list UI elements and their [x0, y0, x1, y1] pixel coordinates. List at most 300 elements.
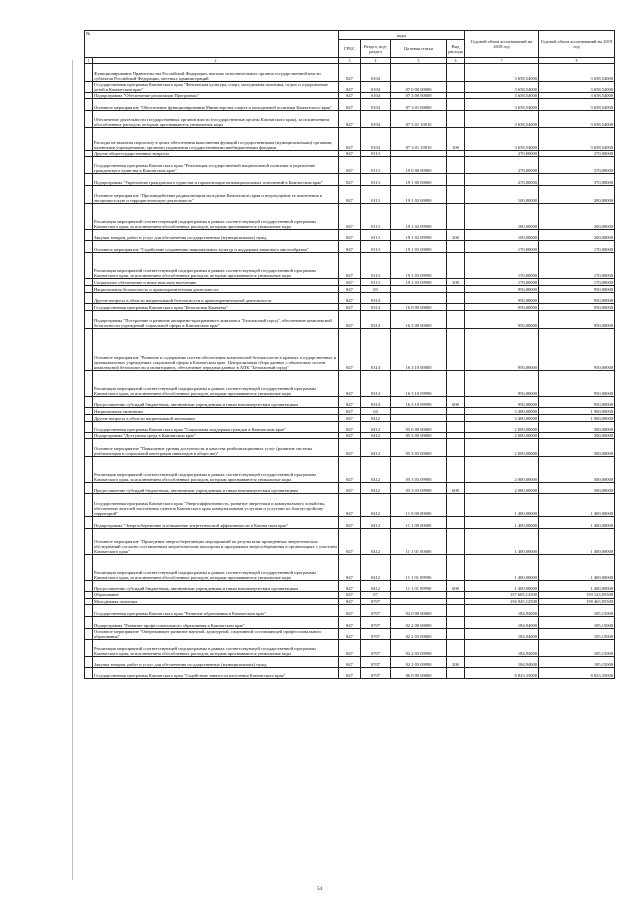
row-2018-cell: 3 658,54000	[465, 111, 539, 128]
table-row	[85, 397, 615, 408]
row-2018-cell: 3 658,54000	[465, 99, 539, 111]
row-vr-cell: 600	[447, 483, 465, 494]
col-number: 1	[85, 58, 93, 64]
table-row	[85, 279, 615, 286]
row-vr-cell	[447, 82, 465, 93]
row-razdel-cell: 0314	[361, 293, 391, 304]
row-vr-cell	[447, 157, 465, 174]
row-csr-cell: 11 0 00 00000	[391, 494, 447, 517]
row-csr-cell: 11 1 01 09990	[391, 581, 447, 592]
row-vr-cell	[447, 639, 465, 656]
row-2019-cell: 1 900,00000	[539, 408, 615, 415]
row-name-cell: Основное мероприятие "Повышение уровня доступности и качества реабилитационных услуг (развитие системы реабилитации и социальной интеграции инвалидов в обществе)"	[93, 439, 339, 457]
row-name-cell: Основное мероприятие "Обеспечение функционирования Министерства спорта и молодежной политики Камчатского края"	[93, 99, 339, 111]
row-csr-cell: 07 3 00 00000	[391, 93, 447, 99]
row-razdel-cell: 03	[361, 286, 391, 293]
row-vr-cell: 200	[447, 230, 465, 241]
row-name-cell: Предоставление субсидий бюджетным, автономным учреждениям и иным некоммерческим организациям	[93, 581, 339, 592]
row-index-cell	[85, 529, 93, 555]
row-csr-cell: 16 3 10 09990	[391, 371, 447, 397]
table-row	[85, 517, 615, 529]
row-index-cell	[85, 397, 93, 408]
header-vr: Вид расхода	[447, 40, 465, 58]
row-2019-cell: 950,00000	[539, 293, 615, 304]
row-2018-cell: 170,00000	[465, 253, 539, 279]
row-razdel-cell: 0113	[361, 174, 391, 186]
row-2019-cell: 3 658,54000	[539, 111, 615, 128]
row-2019-cell: 950,00000	[539, 329, 615, 371]
row-index-cell	[85, 230, 93, 241]
row-name-cell: Другие общегосударственные вопросы	[93, 151, 339, 157]
row-name-cell: Подпрограмма "Обеспечение реализации Программы"	[93, 93, 339, 99]
row-2019-cell: 950,00000	[539, 304, 615, 311]
row-index-cell	[85, 64, 93, 82]
row-2018-cell: 3 658,54000	[465, 128, 539, 151]
row-grbs-cell: 847	[339, 494, 361, 517]
row-vr-cell	[447, 204, 465, 230]
table-row	[85, 99, 615, 111]
table-row	[85, 82, 615, 93]
row-razdel-cell: 0104	[361, 82, 391, 93]
row-razdel-cell: 0707	[361, 628, 391, 639]
row-2019-cell: 3 658,54000	[539, 93, 615, 99]
row-razdel-cell: 0104	[361, 99, 391, 111]
row-csr-cell: 19 1 03 09990	[391, 253, 447, 279]
row-vr-cell: 200	[447, 656, 465, 667]
row-2019-cell: 170,00000	[539, 253, 615, 279]
row-name-cell: Реализация мероприятий соответствующей подпрограммы в рамках соответствующей государственной программы Камчатского края, за исключением обособленных расходов, которым присваиваются уникальные коды	[93, 371, 339, 397]
table-row	[85, 371, 615, 397]
row-index-cell	[85, 371, 93, 397]
row-2018-cell: 3 400,00000	[465, 415, 539, 422]
row-name-cell: Реализация мероприятий соответствующей подпрограммы в рамках соответствующей государственной программы Камчатского края, за исключением обособленных расходов, которым присваиваются уникальные коды	[93, 639, 339, 656]
row-2018-cell: 1 400,00000	[465, 581, 539, 592]
row-razdel-cell: 0412	[361, 555, 391, 581]
row-name-cell: Молодежная политика	[93, 598, 339, 604]
row-2019-cell: 1 400,00000	[539, 581, 615, 592]
row-razdel-cell: 0314	[361, 304, 391, 311]
row-vr-cell	[447, 286, 465, 293]
row-index-cell	[85, 128, 93, 151]
row-grbs-cell: 847	[339, 604, 361, 616]
row-vr-cell	[447, 371, 465, 397]
row-csr-cell: 19 1 00 00000	[391, 174, 447, 186]
row-2019-cell: 3 658,54000	[539, 64, 615, 82]
row-csr-cell	[391, 415, 447, 422]
row-csr-cell: 05 3 03 00000	[391, 439, 447, 457]
row-csr-cell: 07 3 01 00000	[391, 99, 447, 111]
row-name-cell: Национальная безопасность и правоохранительная деятельность	[93, 286, 339, 293]
row-2019-cell: 8 823,35000	[539, 667, 615, 678]
row-razdel-cell: 0113	[361, 157, 391, 174]
table-row	[85, 604, 615, 616]
row-vr-cell	[447, 99, 465, 111]
table-row	[85, 293, 615, 304]
table-row	[85, 457, 615, 483]
row-2019-cell: 185,15000	[539, 604, 615, 616]
row-razdel-cell: 0707	[361, 616, 391, 628]
row-name-cell: Образование	[93, 592, 339, 598]
row-razdel-cell: 0113	[361, 151, 391, 157]
row-index-cell	[85, 604, 93, 616]
row-2019-cell: 1 900,00000	[539, 415, 615, 422]
row-name-cell: Государственная программа Камчатского края "Содействие занятости населения Камчатского края"	[93, 667, 339, 678]
row-name-cell: Основное мероприятие "Проведение энергосберегающих мероприятий по результатам проведенных энергетических обследований согласно составленным энергетическим паспортам и программам энергосбережения в организациях с участием Камчатского края"	[93, 529, 339, 555]
row-2018-cell: 170,00000	[465, 279, 539, 286]
row-name-cell: Реализация мероприятий соответствующей подпрограммы в рамках соответствующей государственной программы Камчатского края, за исключением обособленных расходов, которым присваиваются уникальные коды	[93, 204, 339, 230]
row-grbs-cell: 847	[339, 371, 361, 397]
row-2018-cell: 950,00000	[465, 329, 539, 371]
table-row	[85, 415, 615, 422]
row-grbs-cell: 847	[339, 581, 361, 592]
table-row	[85, 111, 615, 128]
row-index-cell	[85, 329, 93, 371]
row-razdel-cell: 0412	[361, 483, 391, 494]
row-name-cell: Основное мероприятие "Противодействие радикализации молодежи Камчатского края и недопущение ее вовлечения в экстремистскую и террористическую деятельность"	[93, 186, 339, 204]
row-grbs-cell: 847	[339, 555, 361, 581]
row-index-cell	[85, 656, 93, 667]
row-2019-cell: 500,00000	[539, 457, 615, 483]
row-vr-cell	[447, 186, 465, 204]
row-vr-cell	[447, 174, 465, 186]
row-index-cell	[85, 494, 93, 517]
row-name-cell: Государственная программа Камчатского края "Социальная поддержка граждан в Камчатском крае"	[93, 422, 339, 433]
row-vr-cell	[447, 293, 465, 304]
row-2019-cell: 185,15000	[539, 628, 615, 639]
row-2019-cell: 170,00000	[539, 279, 615, 286]
row-grbs-cell: 847	[339, 483, 361, 494]
table-row	[85, 204, 615, 230]
col-number: 8	[539, 58, 615, 64]
row-name-cell: Государственная программа Камчатского края "Развитие образования в Камчатском крае"	[93, 604, 339, 616]
row-csr-cell: 16 3 10 09990	[391, 397, 447, 408]
row-csr-cell	[391, 408, 447, 415]
row-vr-cell	[447, 422, 465, 433]
row-2018-cell: 184,94000	[465, 604, 539, 616]
row-csr-cell: 07 3 01 10010	[391, 128, 447, 151]
row-name-cell: Реализация мероприятий соответствующей подпрограммы в рамках соответствующей государственной программы Камчатского края, за исключением обособленных расходов, которым присваиваются уникальные коды	[93, 457, 339, 483]
row-csr-cell	[391, 293, 447, 304]
row-2018-cell: 184,94000	[465, 639, 539, 656]
row-csr-cell: 02 0 00 00000	[391, 604, 447, 616]
row-razdel-cell: 0113	[361, 241, 391, 253]
col-number: 7	[465, 58, 539, 64]
row-grbs-cell: 847	[339, 439, 361, 457]
row-razdel-cell: 0412	[361, 517, 391, 529]
row-grbs-cell: 847	[339, 397, 361, 408]
row-name-cell: Подпрограмма "Доступная среда в Камчатском крае"	[93, 433, 339, 439]
row-2019-cell: 950,00000	[539, 311, 615, 329]
row-name-cell: Расходы на выплаты персоналу в целях обеспечения выполнения функций государственными (муниципальными) органами, казенными учреждениями, органами управления государственными внебюджетными фондами	[93, 128, 339, 151]
row-index-cell	[85, 99, 93, 111]
row-2018-cell: 1 400,00000	[465, 494, 539, 517]
row-index-cell	[85, 517, 93, 529]
table-row	[85, 433, 615, 439]
row-2018-cell: 950,00000	[465, 286, 539, 293]
row-2019-cell: 500,00000	[539, 439, 615, 457]
row-vr-cell	[447, 439, 465, 457]
row-name-cell: Реализация мероприятий соответствующей подпрограммы в рамках соответствующей государственной программы Камчатского края, за исключением обособленных расходов, которым присваиваются уникальные коды	[93, 555, 339, 581]
row-vr-cell	[447, 628, 465, 639]
row-2018-cell: 3 658,54000	[465, 93, 539, 99]
row-2018-cell: 950,00000	[465, 293, 539, 304]
row-razdel-cell: 0104	[361, 111, 391, 128]
row-razdel-cell: 0412	[361, 439, 391, 457]
row-2018-cell: 156 945,12500	[465, 598, 539, 604]
table-row	[85, 304, 615, 311]
row-grbs-cell: 847	[339, 311, 361, 329]
row-razdel-cell: 0113	[361, 279, 391, 286]
row-razdel-cell: 0113	[361, 204, 391, 230]
row-2018-cell: 2 000,00000	[465, 422, 539, 433]
row-grbs-cell: 847	[339, 111, 361, 128]
row-csr-cell: 19 1 03 00000	[391, 241, 447, 253]
row-csr-cell: 19 1 03 09990	[391, 279, 447, 286]
row-2019-cell: 185,15000	[539, 616, 615, 628]
row-vr-cell: 300	[447, 279, 465, 286]
row-name-cell: Предоставление субсидий бюджетным, автономным учреждениям и иным некоммерческим организациям	[93, 483, 339, 494]
table-row	[85, 422, 615, 433]
row-vr-cell	[447, 253, 465, 279]
row-2019-cell: 200,00000	[539, 230, 615, 241]
row-grbs-cell: 847	[339, 99, 361, 111]
row-index-cell	[85, 279, 93, 286]
row-csr-cell: 07 3 01 10010	[391, 111, 447, 128]
row-grbs-cell: 847	[339, 433, 361, 439]
row-razdel-cell: 0412	[361, 433, 391, 439]
row-grbs-cell: 847	[339, 304, 361, 311]
row-name-cell: Государственная программа Камчатского края "Физическая культура, спорт, молодежная политика, отдых и оздоровление детей в Камчатском крае"	[93, 82, 339, 93]
table-row	[85, 408, 615, 415]
row-vr-cell	[447, 111, 465, 128]
row-index-cell	[85, 311, 93, 329]
row-razdel-cell: 0707	[361, 604, 391, 616]
row-grbs-cell: 847	[339, 253, 361, 279]
row-csr-cell: 11 1 01 00000	[391, 529, 447, 555]
row-csr-cell: 19 1 02 00000	[391, 186, 447, 204]
row-2018-cell: 100,00000	[465, 186, 539, 204]
row-grbs-cell: 847	[339, 628, 361, 639]
row-index-cell	[85, 253, 93, 279]
row-2018-cell: 100,00000	[465, 230, 539, 241]
table-row	[85, 241, 615, 253]
row-2019-cell: 500,00000	[539, 422, 615, 433]
row-vr-cell	[447, 529, 465, 555]
row-2018-cell: 270,00000	[465, 151, 539, 157]
row-razdel-cell: 0412	[361, 415, 391, 422]
row-2019-cell: 950,00000	[539, 397, 615, 408]
row-index-cell	[85, 186, 93, 204]
table-row	[85, 628, 615, 639]
row-vr-cell	[447, 667, 465, 678]
row-grbs-cell: 847	[339, 241, 361, 253]
row-index-cell	[85, 111, 93, 128]
header-2018: Годовой объем ассигнований на 2018 год	[465, 31, 539, 58]
row-csr-cell: 19 1 02 09990	[391, 204, 447, 230]
row-csr-cell: 07 0 00 00000	[391, 82, 447, 93]
row-grbs-cell: 847	[339, 422, 361, 433]
row-vr-cell	[447, 415, 465, 422]
row-2018-cell: 8 823,35000	[465, 667, 539, 678]
row-index-cell	[85, 82, 93, 93]
row-vr-cell	[447, 304, 465, 311]
header-2019: Годовой объем ассигнований на 2019 год	[539, 31, 615, 58]
row-csr-cell: 11 1 01 09990	[391, 555, 447, 581]
row-grbs-cell: 847	[339, 186, 361, 204]
row-grbs-cell: 847	[339, 408, 361, 415]
row-grbs-cell: 847	[339, 151, 361, 157]
row-2019-cell: 1 400,00000	[539, 529, 615, 555]
row-2018-cell: 950,00000	[465, 304, 539, 311]
row-name-cell: Подпрограмма "Построение и развитие аппаратно-программного комплекса "Безопасный город", обеспечение комплексной безопасности учреждений социальной сферы в Камчатском крае"	[93, 311, 339, 329]
row-2018-cell: 270,00000	[465, 174, 539, 186]
row-vr-cell	[447, 311, 465, 329]
table-row	[85, 128, 615, 151]
row-grbs-cell: 847	[339, 329, 361, 371]
row-vr-cell	[447, 616, 465, 628]
row-vr-cell	[447, 64, 465, 82]
col-number: 3	[339, 58, 361, 64]
table-row	[85, 64, 615, 82]
row-2019-cell: 500,00000	[539, 433, 615, 439]
row-index-cell	[85, 286, 93, 293]
table-row	[85, 151, 615, 157]
row-csr-cell: 06 0 00 00000	[391, 667, 447, 678]
row-name-cell: Основное мероприятие "Содействие сохранению национальных культур и поддержка языкового многообразия"	[93, 241, 339, 253]
row-csr-cell: 02 2 00 00000	[391, 616, 447, 628]
row-2019-cell: 1 400,00000	[539, 517, 615, 529]
header-codes: коды	[339, 31, 465, 40]
row-vr-cell	[447, 555, 465, 581]
row-name-cell: Основное мероприятие "Опережающее развитие научной, культурной, спортивной составляющей профессионального образования"	[93, 628, 339, 639]
row-2019-cell: 158 463,95500	[539, 598, 615, 604]
row-2018-cell: 100,00000	[465, 204, 539, 230]
row-grbs-cell: 847	[339, 592, 361, 598]
row-vr-cell	[447, 604, 465, 616]
row-index-cell	[85, 628, 93, 639]
row-2018-cell: 157 605,12500	[465, 592, 539, 598]
row-2018-cell: 950,00000	[465, 397, 539, 408]
table-row	[85, 329, 615, 371]
row-grbs-cell: 847	[339, 529, 361, 555]
row-razdel-cell: 0314	[361, 371, 391, 397]
row-name-cell: Реализация мероприятий соответствующей подпрограммы в рамках соответствующей государственной программы Камчатского края, за исключением обособленных расходов, которым присваиваются уникальные коды	[93, 253, 339, 279]
row-name-cell: Подпрограмма "Укрепление гражданского единства и гармонизация межнациональных отношений в Камчатском крае"	[93, 174, 339, 186]
row-razdel-cell: 0314	[361, 329, 391, 371]
row-2019-cell: 3 658,54000	[539, 82, 615, 93]
row-name-cell: Подпрограмма "Энергосбережение и повышение энергетической эффективности в Камчатском крае"	[93, 517, 339, 529]
table-row	[85, 581, 615, 592]
header-grbs: ГРБС	[339, 40, 361, 58]
table-row	[85, 494, 615, 517]
row-razdel-cell: 0104	[361, 64, 391, 82]
row-index-cell	[85, 241, 93, 253]
row-index-cell	[85, 457, 93, 483]
row-index-cell	[85, 174, 93, 186]
row-grbs-cell: 847	[339, 286, 361, 293]
row-name-cell: Основное мероприятие "Развитие и содержание систем обеспечения комплексной безопасности в краевых государственных и муниципальных учреждениях социальной сферы в Камчатском крае. Централизация сбора данных с объектовых систем комплексной безопасности и мониторинга, обеспечение передачи данных в АПК "Безопасный город"	[93, 329, 339, 371]
row-razdel-cell: 0412	[361, 457, 391, 483]
table-body	[85, 64, 615, 679]
header-csr: Целевая статья	[391, 40, 447, 58]
row-index-cell	[85, 639, 93, 656]
row-grbs-cell: 847	[339, 293, 361, 304]
row-grbs-cell: 847	[339, 279, 361, 286]
row-csr-cell: 19 0 00 00000	[391, 157, 447, 174]
budget-table-container	[84, 30, 614, 679]
row-csr-cell: 02 2 03 00000	[391, 628, 447, 639]
row-razdel-cell: 0314	[361, 311, 391, 329]
row-2018-cell: 1 400,00000	[465, 555, 539, 581]
row-grbs-cell: 847	[339, 128, 361, 151]
row-2018-cell: 270,00000	[465, 157, 539, 174]
row-name-cell: Обеспечение деятельности государственных органов власти (государственные органы Камчатского края), за исключением обособленных расходов, которым присваиваются уникальные коды	[93, 111, 339, 128]
row-2019-cell: 170,00000	[539, 241, 615, 253]
row-csr-cell: 11 1 00 00000	[391, 517, 447, 529]
row-razdel-cell: 0104	[361, 128, 391, 151]
row-csr-cell: 16 0 00 00000	[391, 304, 447, 311]
row-index-cell	[85, 415, 93, 422]
row-2018-cell: 3 400,00000	[465, 408, 539, 415]
row-index-cell	[85, 555, 93, 581]
row-2019-cell: 500,00000	[539, 483, 615, 494]
row-2018-cell: 184,94000	[465, 628, 539, 639]
row-csr-cell: 05 3 03 09990	[391, 457, 447, 483]
row-2018-cell: 2 000,00000	[465, 483, 539, 494]
col-number: 4	[361, 58, 391, 64]
row-2019-cell: 185,15000	[539, 656, 615, 667]
row-grbs-cell: 847	[339, 639, 361, 656]
row-2018-cell: 2 000,00000	[465, 439, 539, 457]
row-razdel-cell: 07	[361, 592, 391, 598]
row-2019-cell: 950,00000	[539, 371, 615, 397]
table-row	[85, 656, 615, 667]
row-vr-cell	[447, 457, 465, 483]
row-csr-cell: 05 3 03 09990	[391, 483, 447, 494]
row-vr-cell: 600	[447, 581, 465, 592]
row-index-cell	[85, 204, 93, 230]
row-name-cell: Другие вопросы в области национальной безопасности и правоохранительной деятельности	[93, 293, 339, 304]
row-2018-cell: 1 400,00000	[465, 529, 539, 555]
row-csr-cell: 02 2 03 09990	[391, 639, 447, 656]
row-name-cell: Другие вопросы в области национальной экономики	[93, 415, 339, 422]
row-2018-cell: 184,94000	[465, 656, 539, 667]
table-row	[85, 529, 615, 555]
row-grbs-cell: 847	[339, 457, 361, 483]
row-index-cell	[85, 667, 93, 678]
row-index-cell	[85, 439, 93, 457]
row-index-cell	[85, 293, 93, 304]
row-name-cell: Функционирование Правительства Российской Федерации, высших исполнительных органов государственной власти субъектов Российской Федерации, местных администраций	[93, 64, 339, 82]
row-vr-cell: 600	[447, 397, 465, 408]
row-razdel-cell: 0104	[361, 93, 391, 99]
row-2019-cell: 159 123,95500	[539, 592, 615, 598]
row-grbs-cell: 847	[339, 415, 361, 422]
row-grbs-cell: 847	[339, 157, 361, 174]
row-name-cell: Социальное обеспечение и иные выплаты населению	[93, 279, 339, 286]
row-name-cell: Национальная экономика	[93, 408, 339, 415]
page-number: 54	[317, 887, 322, 892]
row-grbs-cell: 847	[339, 517, 361, 529]
row-name-cell: Закупка товаров, работ и услуг для обеспечения государственных (муниципальных) нужд	[93, 656, 339, 667]
row-csr-cell: 16 3 00 00000	[391, 311, 447, 329]
table-row	[85, 93, 615, 99]
row-index-cell	[85, 616, 93, 628]
row-2019-cell: 3 658,54000	[539, 128, 615, 151]
row-csr-cell: 16 3 10 00000	[391, 329, 447, 371]
row-csr-cell	[391, 64, 447, 82]
row-2019-cell: 1 400,00000	[539, 555, 615, 581]
